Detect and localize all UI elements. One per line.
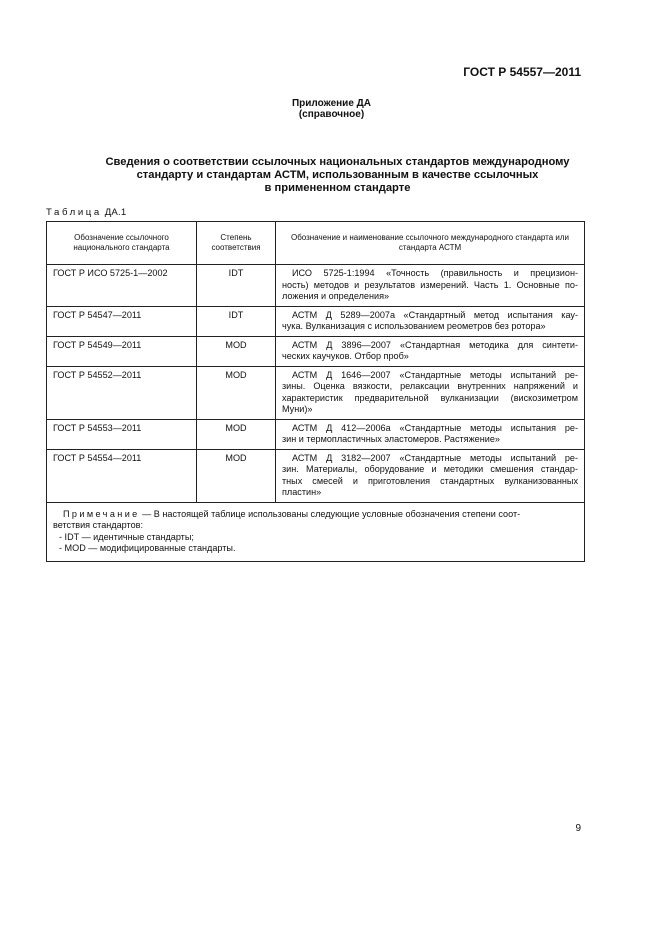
- national-standard-cell: ГОСТ Р 54547—2011: [47, 306, 197, 336]
- degree-cell: MOD: [197, 449, 276, 502]
- cell-line: ческих каучуков. Отбор проб»: [282, 351, 409, 361]
- annex-main-title: [60, 156, 615, 195]
- cell-line: Муни)»: [282, 404, 313, 414]
- note-list-item: - IDT — идентичные стандарты;: [59, 531, 194, 542]
- international-standard-cell: [276, 449, 585, 502]
- cell-line: зины. Оценка вязкости, релаксации внутренних напряжений и: [282, 381, 578, 391]
- note-list-item: - MOD — модифицированные стандарты.: [59, 543, 236, 553]
- annex-title: Приложение ДА: [291, 98, 372, 109]
- cell-line: ложения и определения»: [282, 291, 390, 301]
- header-degree: Степень соответствия: [197, 222, 276, 265]
- annex-heading: [0, 98, 661, 120]
- page-number: 9: [575, 823, 581, 834]
- table-header-row: [47, 222, 585, 265]
- annex-subtitle: (справочное): [298, 109, 365, 120]
- international-standard-cell: [276, 366, 585, 419]
- degree-cell: IDT: [197, 265, 276, 307]
- national-standard-cell: ГОСТ Р 54549—2011: [47, 336, 197, 366]
- national-standard-cell: ГОСТ Р ИСО 5725-1—2002: [47, 265, 197, 307]
- correspondence-table: [46, 221, 585, 562]
- degree-cell: MOD: [197, 366, 276, 419]
- cell-line: АСТМ Д 412—2006а «Стандартные методы испытания ре-: [292, 422, 578, 433]
- header-international: Обозначение и наименование ссылочного международного стандарта или стандарта АСТМ: [276, 222, 585, 265]
- table-label-number: ДА.1: [104, 207, 127, 218]
- degree-cell: MOD: [197, 336, 276, 366]
- note-text: — В настоящей таблице использованы следующие условные обозначения степени соот-: [142, 508, 521, 519]
- document-code: ГОСТ Р 54557—2011: [463, 65, 581, 79]
- table-label: [46, 207, 126, 218]
- cell-line: пластин»: [282, 487, 322, 497]
- cell-line: зин и термопластичных эластомеров. Растяжение»: [282, 434, 500, 444]
- cell-line: АСТМ Д 1646—2007 «Стандартные методы испытаний ре-: [292, 369, 578, 380]
- table-note: [47, 502, 585, 561]
- title-line: Сведения о соответствии ссылочных национальных стандартов международному: [105, 156, 570, 168]
- international-standard-cell: [276, 336, 585, 366]
- header-national: Обозначение ссылочного национального стандарта: [47, 222, 197, 265]
- table-row: [47, 449, 585, 502]
- table-note-row: [47, 502, 585, 561]
- table-row: [47, 265, 585, 307]
- note-text-continued: ветствия стандартов:: [53, 520, 144, 530]
- degree-cell: MOD: [197, 419, 276, 449]
- title-line: стандарту и стандартам АСТМ, использованным в качестве ссылочных: [136, 169, 539, 181]
- degree-cell: IDT: [197, 306, 276, 336]
- cell-line: АСТМ Д 5289—2007а «Стандартный метод испытания кау-: [292, 309, 578, 320]
- cell-line: ИСО 5725-1:1994 «Точность (правильность и прецизион-: [292, 268, 578, 278]
- international-standard-cell: [276, 419, 585, 449]
- cell-line: ность) методов и результатов измерений. Часть 1. Основные по-: [282, 279, 578, 290]
- table-row: [47, 336, 585, 366]
- cell-line: тных смесей и приготовления стандартных вулканизованных: [282, 475, 578, 486]
- table-row: [47, 306, 585, 336]
- national-standard-cell: ГОСТ Р 54552—2011: [47, 366, 197, 419]
- international-standard-cell: [276, 265, 585, 307]
- international-standard-cell: [276, 306, 585, 336]
- note-first-line: [53, 509, 578, 521]
- cell-line: зин. Материалы, оборудование и методики смешения стандар-: [282, 464, 578, 474]
- table-row: [47, 419, 585, 449]
- cell-line: чука. Вулканизация с использованием реометров без ротора»: [282, 321, 546, 331]
- title-line: в примененном стандарте: [264, 182, 411, 194]
- cell-line: АСТМ Д 3896—2007 «Стандартная методика для синтети-: [292, 339, 578, 350]
- national-standard-cell: ГОСТ Р 54553—2011: [47, 419, 197, 449]
- cell-line: АСТМ Д 3182—2007 «Стандартные методы испытаний ре-: [292, 452, 578, 463]
- table-row: [47, 366, 585, 419]
- note-word: Примечание: [63, 508, 140, 519]
- table-label-word: Таблица: [46, 207, 102, 218]
- cell-line: характеристик предварительной вулканизации (вискозиметром: [282, 392, 578, 403]
- national-standard-cell: ГОСТ Р 54554—2011: [47, 449, 197, 502]
